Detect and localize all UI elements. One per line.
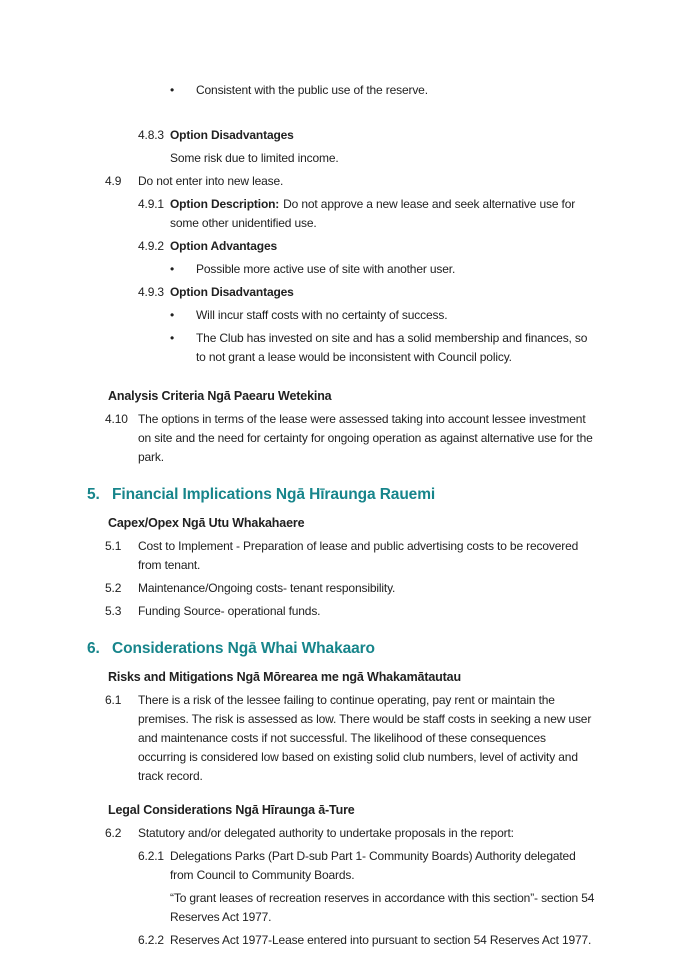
list-number: 4.8.3 [138,128,164,142]
subheading-capex-opex: Capex/Opex Ngā Utu Whakahaere [108,516,305,530]
bullet-text: Consistent with the public use of the reserve. [196,83,428,97]
list-item-6-2 [87,824,595,843]
quote-paragraph: “To grant leases of recreation reserves in accordance with this section”- section 54 Reserves Act 1977. [170,891,595,924]
list-number: 5.3 [105,604,122,618]
list-number: 6.2.1 [138,849,164,863]
bullet-item-club-invested [87,329,595,367]
list-number: 5.2 [105,581,122,595]
option-heading: Option Disadvantages [170,285,294,299]
list-text: Do not enter into new lease. [138,174,284,188]
list-item-4-9-1 [87,195,595,233]
list-text [170,195,595,233]
list-number: 6.1 [105,693,122,707]
list-number: 6.2 [105,826,122,840]
list-text: Delegations Parks (Part D-sub Part 1- Community Boards) Authority delegated from Council to Community Boards. [170,849,576,882]
option-heading: Option Advantages [170,239,278,253]
bullet-item-consistent [87,81,595,100]
bullet-item-active-use [87,260,595,279]
section-number: 5. [87,486,100,503]
list-item-6-2-2 [87,931,595,950]
list-item-4-9-3 [87,283,595,302]
section-6-heading [87,637,595,661]
section-5-heading [87,483,595,507]
list-item-6-2-1 [87,847,595,885]
subheading-analysis-criteria: Analysis Criteria Ngā Paearu Wetekina [108,389,332,403]
list-number: 4.9.2 [138,239,164,253]
list-text: Reserves Act 1977-Lease entered into pursuant to section 54 Reserves Act 1977. [170,933,592,947]
subheading-risks-mitigations: Risks and Mitigations Ngā Mōrearea me ngā Whakamātautau [108,670,461,684]
option-heading: Option Description: [170,197,280,211]
section-number: 6. [87,640,100,657]
list-text: Funding Source- operational funds. [138,604,321,618]
list-number: 5.1 [105,539,122,553]
list-item-5-2 [87,579,595,598]
bullet-item-staff-costs [87,306,595,325]
subheading-legal-considerations: Legal Considerations Ngā Hīraunga ā-Ture [108,803,355,817]
option-heading: Option Disadvantages [170,128,294,142]
list-number: 4.9.1 [138,197,164,211]
list-text: Statutory and/or delegated authority to undertake proposals in the report: [138,826,514,840]
bullet-icon: • [170,262,175,276]
list-number: 4.9.3 [138,285,164,299]
list-item-4-8-3 [87,126,595,145]
list-item-4-10 [87,410,595,467]
bullet-icon: • [170,308,175,322]
list-text: The options in terms of the lease were assessed taking into account lessee investment on site and the need for certainty for ongoing operation as against alternative use for the park. [138,412,593,464]
section-title: Considerations Ngā Whai Whakaaro [112,640,375,657]
list-text: Cost to Implement - Preparation of lease and public advertising costs to be recovered from tenant. [138,539,579,572]
list-text: Maintenance/Ongoing costs- tenant responsibility. [138,581,396,595]
list-text: There is a risk of the lessee failing to continue operating, pay rent or maintain the premises. The risk is assessed as low. There would be staff costs in seeking a new user and maintenance costs if not successful. The likelihood of these consequences occurring is considered low based on existing solid club numbers, level of activity and track record. [138,693,592,783]
list-number: 4.9 [105,174,122,188]
paragraph-some-risk: Some risk due to limited income. [170,151,339,165]
list-item-6-1 [87,691,595,786]
bullet-text: The Club has invested on site and has a solid membership and finances, so to not grant a lease would be inconsistent with Council policy. [196,331,588,364]
list-number: 4.10 [105,412,128,426]
bullet-icon: • [170,331,175,345]
bullet-icon: • [170,83,175,97]
list-number: 6.2.2 [138,933,164,947]
list-item-5-1 [87,537,595,575]
list-item-4-9 [87,172,595,191]
list-item-5-3 [87,602,595,621]
bullet-text: Possible more active use of site with another user. [196,262,456,276]
list-item-4-9-2 [87,237,595,256]
option-description-text: Do not approve a new lease and seek alternative use for some other unidentified use. [170,197,576,230]
section-title: Financial Implications Ngā Hīraunga Rauemi [112,486,436,503]
bullet-text: Will incur staff costs with no certainty of success. [196,308,448,322]
